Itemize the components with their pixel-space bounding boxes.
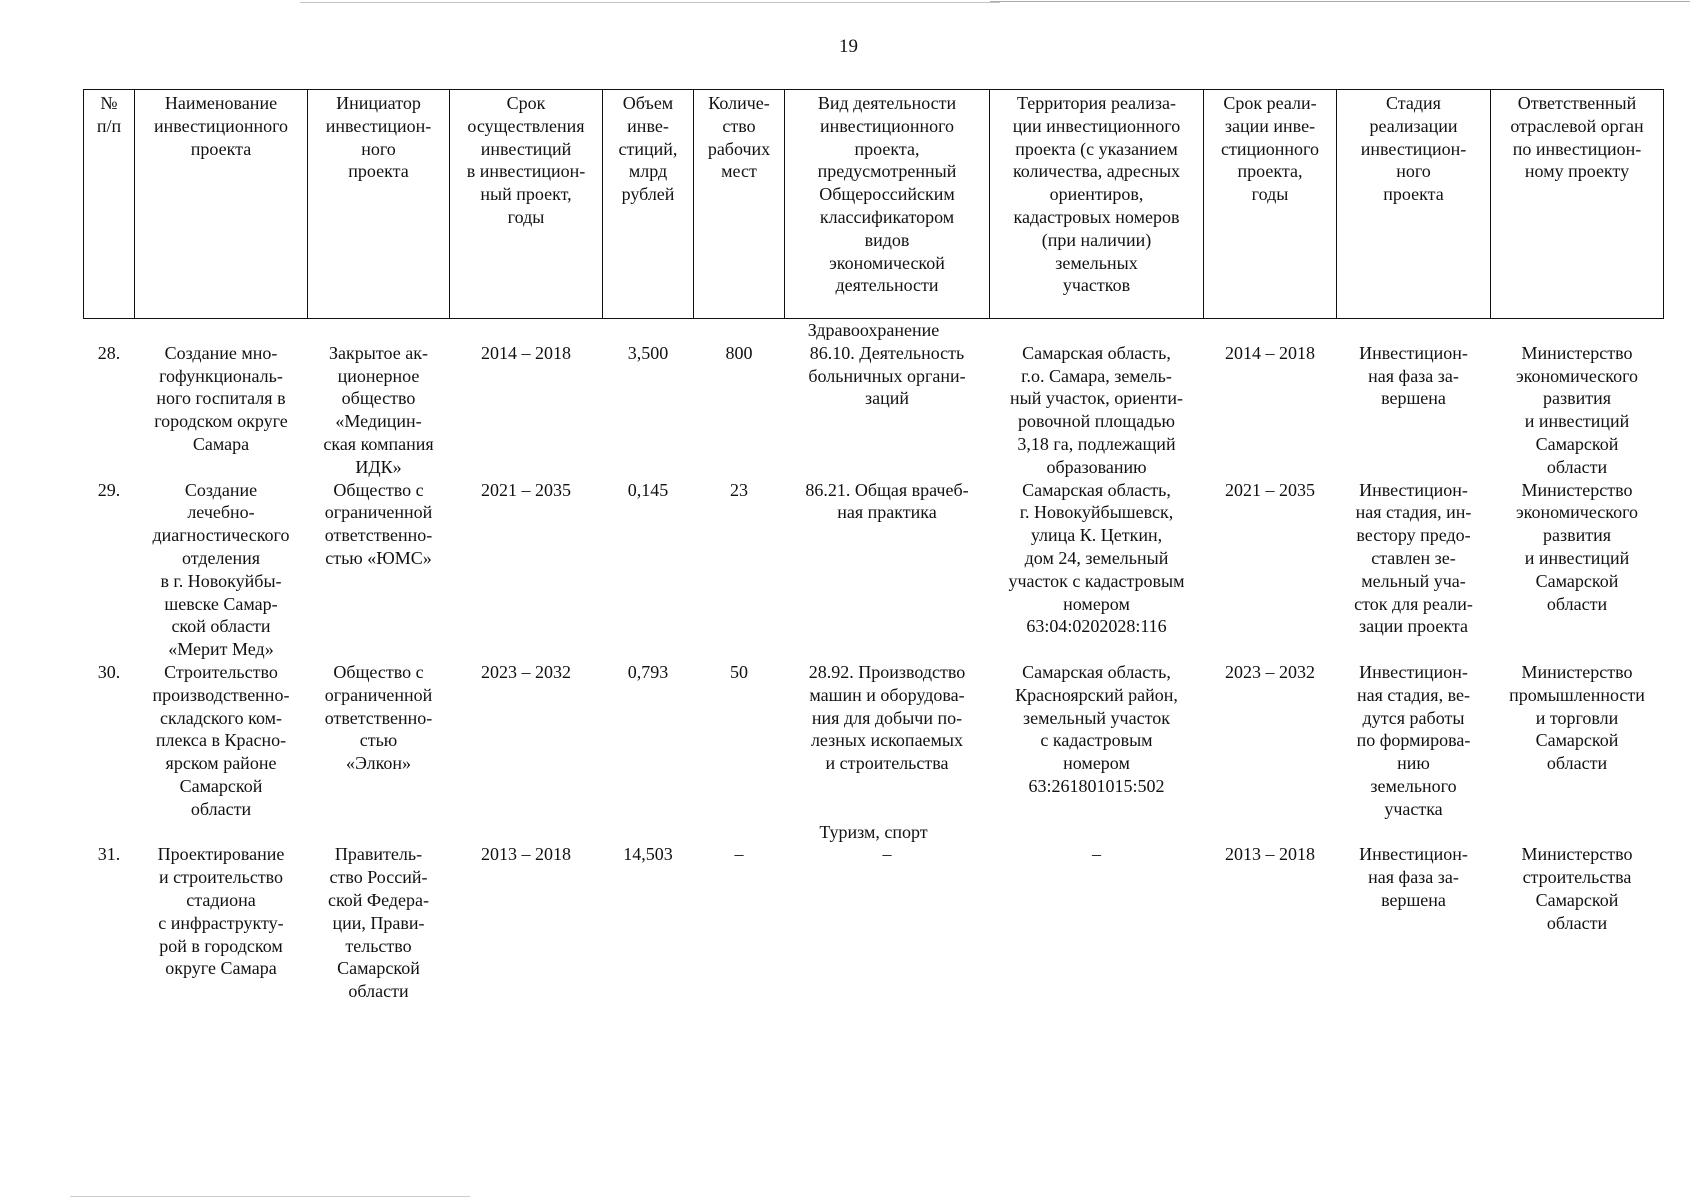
cell-line: участков <box>1062 275 1131 296</box>
cell-line: Вид деятельности <box>817 93 957 113</box>
cell-line: «Мерит Мед» <box>168 639 274 660</box>
cell-line: вестору предо- <box>1356 525 1471 546</box>
cell-line: и строительство <box>158 867 284 888</box>
cell-line: 2014 – 2018 <box>1225 342 1315 363</box>
cell-line: Самарской <box>1535 730 1619 751</box>
cell-line: стиций, <box>618 138 678 159</box>
cell-line: № <box>100 93 118 113</box>
cell-line: – <box>882 844 892 865</box>
cell-line: нию <box>1397 753 1430 774</box>
cell-line: ного <box>1396 161 1431 182</box>
cell-line: – <box>734 844 744 865</box>
cell-line: инвестицион- <box>325 115 432 136</box>
cell-line: ния для добычи по- <box>811 707 963 728</box>
cell-line: Строительство <box>164 661 278 682</box>
cell-line: г. Новокуйбышевск, <box>1019 502 1174 523</box>
cell-responsible-authority <box>1491 661 1664 821</box>
cell-line: 0,145 <box>627 479 669 500</box>
cell-line: и инвестиций <box>1524 547 1630 568</box>
cell-line: дутся работы <box>1362 707 1465 728</box>
cell-line: стью «ЮМС» <box>325 547 432 568</box>
cell-line: Ответственный <box>1517 93 1637 113</box>
cell-investment-period <box>450 843 603 1003</box>
cell-investment-volume <box>603 661 694 821</box>
cell-line: Закрытое ак- <box>329 342 428 363</box>
table-row <box>84 661 1664 821</box>
cell-line: гофункциональ- <box>159 365 283 386</box>
cell-line: Количе- <box>708 93 770 113</box>
cell-line: Инициатор <box>336 93 421 113</box>
cell-implementation-period <box>1204 843 1337 1003</box>
cell-line: ской Федера- <box>327 889 430 910</box>
cell-line: проекта <box>348 161 409 182</box>
cell-line: округе Самара <box>165 958 277 979</box>
table-row <box>84 342 1664 479</box>
cell-line: 86.10. Деятельность <box>809 342 965 363</box>
cell-line: городском округе <box>154 411 288 432</box>
cell-line: в г. Новокуйбы- <box>160 570 282 591</box>
cell-line: лезных ископаемых <box>810 730 964 751</box>
header-activity-type <box>785 90 990 319</box>
cell-responsible-authority <box>1491 342 1664 479</box>
cell-line: Самарской <box>1535 570 1619 591</box>
cell-investment-period <box>450 479 603 661</box>
cell-line: годы <box>1251 184 1289 205</box>
cell-line: дом 24, земельный <box>1024 547 1169 568</box>
cell-line: Объем <box>622 93 674 113</box>
section-row <box>84 821 1664 844</box>
cell-line: ному проекту <box>1524 161 1630 182</box>
investment-projects-table <box>83 89 1664 1003</box>
cell-line: лечебно- <box>187 502 255 523</box>
cell-line: плекса в Красно- <box>155 730 287 751</box>
cell-line: стиционного <box>1221 138 1319 159</box>
cell-line: рой в городском <box>159 935 283 956</box>
cell-line: вершена <box>1381 388 1446 409</box>
cell-line: Самарская область, <box>1022 342 1171 363</box>
cell-activity-type <box>785 843 990 1003</box>
cell-line: и торговли <box>1535 707 1619 728</box>
cell-line: 2013 – 2018 <box>1225 844 1315 865</box>
cell-line: отраслевой орган <box>1510 115 1644 136</box>
cell-line: Самарской <box>1535 889 1619 910</box>
cell-implementation-period <box>1204 479 1337 661</box>
cell-line: производственно- <box>152 684 290 705</box>
cell-project-name <box>135 843 308 1003</box>
cell-line: Территория реализа- <box>1016 93 1177 113</box>
cell-line: проекта <box>190 138 252 159</box>
cell-initiator <box>308 661 450 821</box>
scan-line-top <box>300 2 1000 3</box>
cell-line: 2014 – 2018 <box>481 342 571 363</box>
cell-line: ровочной площадью <box>1017 411 1175 432</box>
cell-line: зации инве- <box>1224 115 1316 136</box>
cell-line: Самарская область, <box>1022 661 1171 682</box>
cell-line: и строительства <box>825 753 949 774</box>
cell-line: номером <box>1063 753 1130 774</box>
cell-jobs <box>694 843 785 1003</box>
cell-line: области <box>348 981 409 1002</box>
cell-line: заций <box>865 388 909 409</box>
header-project-name <box>135 90 308 319</box>
cell-stage <box>1337 843 1491 1003</box>
cell-line: мельный уча- <box>1361 570 1466 591</box>
cell-line: г.о. Самара, земель- <box>1021 365 1172 386</box>
cell-line: области <box>1546 456 1608 477</box>
cell-line: земельный участок <box>1023 707 1170 728</box>
cell-line: складского ком- <box>160 707 282 728</box>
cell-line: улица К. Цеткин, <box>1030 525 1163 546</box>
cell-line: Самарской <box>337 958 420 979</box>
cell-line: проекта <box>1383 184 1444 205</box>
cell-line: области <box>1546 912 1608 933</box>
header-territory <box>990 90 1204 319</box>
cell-line: шевске Самар- <box>164 593 278 614</box>
cell-line: ная стадия, ве- <box>1357 684 1470 705</box>
cell-line: промышленности <box>1509 684 1645 705</box>
cell-line: ство <box>722 115 756 136</box>
cell-line: п/п <box>96 115 122 136</box>
cell-line: участок с кадастровым <box>1008 570 1185 591</box>
cell-line: 14,503 <box>623 844 673 865</box>
cell-line: участка <box>1384 798 1443 819</box>
cell-line: Общероссийским <box>819 184 955 205</box>
cell-line: инвестиций <box>480 138 572 159</box>
cell-line: ционерное <box>337 365 420 386</box>
header-investment-period <box>450 90 603 319</box>
section-title: Туризм, спорт <box>819 821 928 842</box>
cell-initiator <box>308 479 450 661</box>
cell-line: ная фаза за- <box>1368 365 1459 386</box>
cell-line: количества, адресных <box>1012 161 1181 182</box>
cell-line: 2021 – 2035 <box>481 479 571 500</box>
cell-line: ная фаза за- <box>1368 867 1459 888</box>
cell-initiator <box>308 843 450 1003</box>
cell-implementation-period <box>1204 661 1337 821</box>
scan-line-bottom <box>70 1196 470 1197</box>
cell-line: 63:261801015:502 <box>1028 775 1165 796</box>
cell-line: машин и оборудова- <box>809 684 965 705</box>
cell-line: Общество с <box>333 479 424 500</box>
cell-line: годы <box>507 206 545 227</box>
cell-line: Самара <box>192 433 250 454</box>
cell-line: Инвестицион- <box>1359 479 1468 500</box>
cell-line: Инвестицион- <box>1359 661 1468 682</box>
cell-line: 3,500 <box>627 342 669 363</box>
cell-line: ции инвестиционного <box>1012 115 1181 136</box>
cell-line: 2023 – 2032 <box>481 661 571 682</box>
header-row <box>84 90 1664 319</box>
header-investment-volume <box>603 90 694 319</box>
cell-line: реализации <box>1369 115 1458 136</box>
cell-line: сток для реали- <box>1354 593 1473 614</box>
cell-line: Красноярский район, <box>1015 684 1178 705</box>
cell-line: в инвестицион- <box>466 161 586 182</box>
cell-line: области <box>1546 753 1608 774</box>
cell-line: – <box>1092 844 1101 865</box>
cell-line: развития <box>1542 388 1611 409</box>
cell-line: зации проекта <box>1359 616 1468 637</box>
cell-number: 31. <box>97 844 121 865</box>
cell-line: мест <box>721 161 757 182</box>
cell-territory <box>990 479 1204 661</box>
cell-line: инвестицион- <box>1360 138 1467 159</box>
cell-line: экономического <box>1515 502 1639 523</box>
cell-project-name <box>135 342 308 479</box>
table-row <box>84 479 1664 661</box>
cell-line: ции, Прави- <box>332 912 425 933</box>
cell-number: 28. <box>97 342 121 363</box>
cell-line: Создание <box>184 479 258 500</box>
section-row <box>84 319 1664 342</box>
header-implementation-period <box>1204 90 1337 319</box>
cell-line: Срок <box>506 93 546 113</box>
cell-line: Создание мно- <box>164 342 278 363</box>
cell-line: Самарской <box>1535 433 1619 454</box>
header-responsible-authority <box>1491 90 1664 319</box>
cell-line: 28.92. Производство <box>808 661 966 682</box>
cell-investment-period <box>450 342 603 479</box>
cell-line: стадиона <box>186 889 256 910</box>
cell-line: Стадия <box>1386 93 1441 113</box>
cell-investment-volume <box>603 342 694 479</box>
cell-line: отделения <box>181 547 261 568</box>
table-row <box>84 843 1664 1003</box>
cell-line: Министерство <box>1521 661 1633 682</box>
cell-stage <box>1337 661 1491 821</box>
cell-line: образованию <box>1046 456 1147 477</box>
cell-implementation-period <box>1204 342 1337 479</box>
cell-project-name <box>135 661 308 821</box>
cell-activity-type <box>785 479 990 661</box>
cell-line: проекта (с указанием <box>1015 138 1178 159</box>
cell-line: Инвестицион- <box>1359 844 1468 865</box>
cell-line: больничных органи- <box>808 365 966 386</box>
header-jobs <box>694 90 785 319</box>
cell-line: ная практика <box>837 502 937 523</box>
cell-line: ответственно- <box>324 707 433 728</box>
header-stage <box>1337 90 1491 319</box>
cell-line: Срок реали- <box>1223 93 1317 113</box>
cell-line: номером <box>1063 593 1130 614</box>
cell-line: «Медицин- <box>335 411 422 432</box>
table-body <box>84 319 1664 1003</box>
cell-number: 29. <box>97 479 121 500</box>
cell-line: ориентиров, <box>1049 184 1144 205</box>
cell-line: Проектирование <box>157 844 285 865</box>
cell-initiator <box>308 342 450 479</box>
cell-responsible-authority <box>1491 479 1664 661</box>
page-number: 19 <box>839 36 858 57</box>
cell-line: по формирова- <box>1356 730 1471 751</box>
cell-line: 50 <box>730 661 748 682</box>
cell-line: (при наличии) <box>1041 229 1152 250</box>
scan-line-top-right <box>990 1 1690 2</box>
cell-number: 30. <box>97 661 121 682</box>
header-number <box>84 90 135 319</box>
cell-line: Наименование <box>164 93 278 113</box>
header-initiator <box>308 90 450 319</box>
cell-line: 0,793 <box>627 661 669 682</box>
cell-line: с кадастровым <box>1040 730 1153 751</box>
cell-line: стью <box>359 730 398 751</box>
cell-investment-period <box>450 661 603 821</box>
cell-line: ного госпиталя в <box>156 388 286 409</box>
cell-line: ответственно- <box>324 525 433 546</box>
cell-territory <box>990 843 1204 1003</box>
cell-jobs <box>694 342 785 479</box>
cell-line: ная стадия, ин- <box>1355 502 1472 523</box>
cell-line: деятельности <box>835 275 939 296</box>
cell-stage <box>1337 479 1491 661</box>
cell-line: Общество с <box>333 661 424 682</box>
table-header <box>84 90 1664 319</box>
cell-line: Министерство <box>1521 844 1633 865</box>
cell-line: инвестиционного <box>819 115 955 136</box>
cell-responsible-authority <box>1491 843 1664 1003</box>
cell-line: предусмотренный <box>817 161 957 182</box>
cell-line: ярском районе <box>165 753 277 774</box>
cell-line: 2013 – 2018 <box>481 844 571 865</box>
cell-line: проекта, <box>854 138 920 159</box>
cell-line: экономического <box>1515 365 1639 386</box>
cell-line: видов <box>864 229 910 250</box>
cell-line: ного <box>361 138 396 159</box>
cell-project-name <box>135 479 308 661</box>
cell-jobs <box>694 479 785 661</box>
cell-line: и инвестиций <box>1524 411 1630 432</box>
cell-territory <box>990 661 1204 821</box>
cell-line: земельного <box>1370 775 1457 796</box>
cell-line: ный участок, ориенти- <box>1009 388 1183 409</box>
cell-line: проекта, <box>1237 161 1303 182</box>
cell-line: 86.21. Общая врачеб- <box>805 479 969 500</box>
cell-line: 23 <box>730 479 748 500</box>
section-title: Здравоохранение <box>807 320 940 340</box>
cell-line: «Элкон» <box>345 753 412 774</box>
cell-line: ограниченной <box>324 684 433 705</box>
cell-line: рублей <box>621 184 675 205</box>
cell-line: осуществления <box>467 115 585 136</box>
cell-line: Инвестицион- <box>1359 342 1468 363</box>
cell-line: вершена <box>1381 889 1446 910</box>
cell-territory <box>990 342 1204 479</box>
cell-line: млрд <box>628 161 668 182</box>
cell-line: строительства <box>1522 867 1632 888</box>
cell-activity-type <box>785 342 990 479</box>
cell-line: Самарской <box>179 775 263 796</box>
cell-line: инвестиционного <box>153 115 289 136</box>
cell-jobs <box>694 661 785 821</box>
cell-line: ставлен зе- <box>1371 547 1456 568</box>
cell-line: тельство <box>345 935 412 956</box>
cell-line: 800 <box>725 342 753 363</box>
cell-line: Правитель- <box>334 844 423 865</box>
cell-line: 3,18 га, подлежащий <box>1017 433 1176 454</box>
cell-line: диагностического <box>152 525 290 546</box>
cell-investment-volume <box>603 843 694 1003</box>
cell-line: ИДК» <box>355 456 402 477</box>
cell-line: Министерство <box>1521 342 1633 363</box>
cell-line: ской области <box>171 616 271 637</box>
cell-line: ская компания <box>323 433 434 454</box>
cell-stage <box>1337 342 1491 479</box>
cell-line: ограниченной <box>324 502 433 523</box>
cell-line: рабочих <box>707 138 771 159</box>
cell-line: Самарская область, <box>1022 479 1171 500</box>
cell-line: Министерство <box>1521 479 1633 500</box>
cell-line: инве- <box>627 115 669 136</box>
cell-line: земельных <box>1055 252 1138 273</box>
cell-line: общество <box>341 388 416 409</box>
cell-line: ство Россий- <box>329 867 428 888</box>
cell-line: с инфраструкту- <box>158 912 284 933</box>
cell-line: 2023 – 2032 <box>1225 661 1315 682</box>
cell-investment-volume <box>603 479 694 661</box>
cell-activity-type <box>785 661 990 821</box>
cell-line: развития <box>1542 525 1611 546</box>
cell-line: области <box>1546 593 1608 614</box>
cell-line: по инвестицион- <box>1512 138 1642 159</box>
cell-line: ный проект, <box>480 184 572 205</box>
cell-line: 63:04:0202028:116 <box>1026 616 1167 637</box>
cell-line: кадастровых номеров <box>1013 206 1180 227</box>
cell-line: классификатором <box>819 206 955 227</box>
cell-line: 2021 – 2035 <box>1225 479 1315 500</box>
cell-line: области <box>190 798 252 819</box>
cell-line: экономической <box>829 252 945 273</box>
